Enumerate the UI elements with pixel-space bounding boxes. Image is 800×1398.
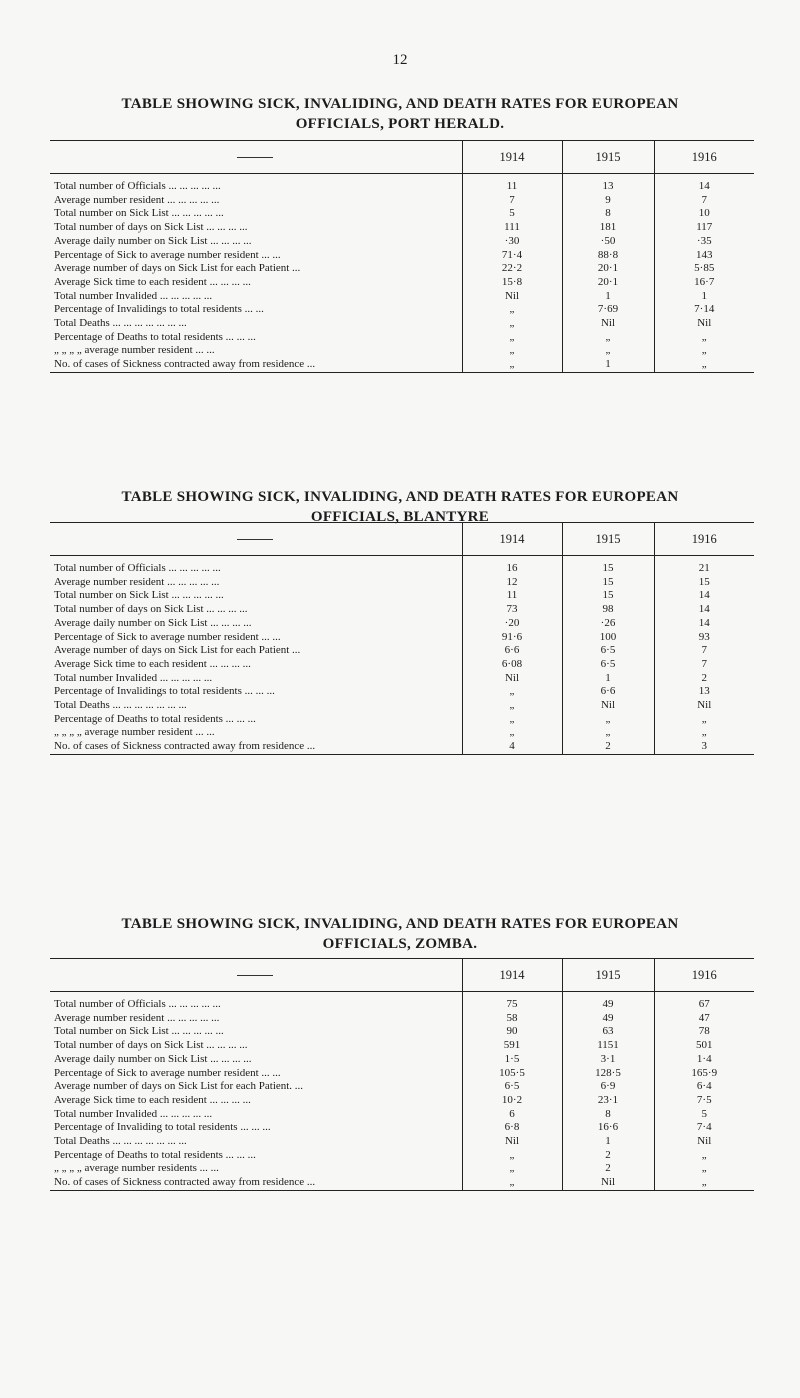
cell-value: 6 [462, 1108, 562, 1122]
table-row [50, 699, 754, 713]
table-row [50, 290, 754, 304]
row-label: Total number of Officials ... ... ... ... ... [54, 562, 221, 574]
cell-value: „ [462, 1176, 562, 1190]
cell-value: Nil [654, 699, 754, 713]
cell-value: 13 [654, 685, 754, 699]
header-blank [50, 141, 462, 174]
cell-value: 75 [462, 992, 562, 1012]
cell-value: 501 [654, 1039, 754, 1053]
cell-value: 1151 [562, 1039, 654, 1053]
cell-value: 7·5 [654, 1094, 754, 1108]
cell-value: 6·8 [462, 1121, 562, 1135]
cell-value: 591 [462, 1039, 562, 1053]
cell-value: 14 [654, 174, 754, 194]
cell-value: 7 [654, 644, 754, 658]
column-header: 1916 [654, 141, 754, 174]
cell-value: 5·85 [654, 262, 754, 276]
cell-value: 13 [562, 174, 654, 194]
cell-value: 1 [562, 1135, 654, 1149]
table-row [50, 303, 754, 317]
cell-value: 6·4 [654, 1080, 754, 1094]
table-row [50, 249, 754, 263]
cell-value: „ [654, 726, 754, 740]
cell-value: ·26 [562, 617, 654, 631]
table-row [50, 1149, 754, 1163]
cell-value: ·35 [654, 235, 754, 249]
cell-value: 49 [562, 992, 654, 1012]
cell-value: 3 [654, 740, 754, 754]
column-header: 1914 [462, 141, 562, 174]
cell-value: 4 [462, 740, 562, 754]
table-title-zomba [0, 914, 800, 954]
row-label: No. of cases of Sickness contracted away from residence ... [50, 740, 462, 754]
cell-value: 88·8 [562, 249, 654, 263]
row-label: Total number on Sick List ... ... ... ... ... [54, 1025, 224, 1038]
column-header: 1916 [654, 523, 754, 556]
cell-value: 6·6 [562, 685, 654, 699]
cell-value: 1 [562, 358, 654, 372]
cell-value: „ [462, 1149, 562, 1163]
title-line-2: OFFICIALS, BLANTYRE [310, 509, 490, 525]
table-row [50, 726, 754, 740]
table-row [50, 1162, 754, 1176]
cell-value: 23·1 [562, 1094, 654, 1108]
cell-value: 8 [562, 207, 654, 221]
header-blank [50, 959, 462, 992]
cell-value: 1 [562, 672, 654, 686]
column-header: 1915 [562, 523, 654, 556]
row-label: Average number resident ... ... ... ... ... [54, 1011, 220, 1024]
cell-value: 128·5 [562, 1067, 654, 1081]
cell-value: 7 [462, 194, 562, 208]
table-row [50, 672, 754, 686]
table-row [50, 658, 754, 672]
table-row [50, 317, 754, 331]
table-row [50, 344, 754, 358]
table-row [50, 556, 754, 576]
row-label: Total Deaths ... ... ... ... ... ... ... [54, 699, 187, 712]
cell-value: 5 [654, 1108, 754, 1122]
cell-value: 14 [654, 589, 754, 603]
row-label: No. of cases of Sickness contracted away from residence ... [50, 1176, 462, 1190]
cell-value: „ [654, 1176, 754, 1190]
cell-value: „ [562, 344, 654, 358]
row-label: Average Sick time to each resident ... ... ... ... [54, 657, 251, 670]
row-label: Total number Invalided ... ... ... ... ... [54, 671, 213, 684]
cell-value: 20·1 [562, 276, 654, 290]
cell-value: „ [462, 726, 562, 740]
row-label: Average daily number on Sick List ... ... ... ... [54, 616, 252, 629]
table-row [50, 207, 754, 221]
table-row [50, 194, 754, 208]
cell-value: „ [462, 303, 562, 317]
row-label: Average daily number on Sick List ... ... ... ... [54, 234, 252, 247]
row-label: „ „ „ „ average number residents ... ... [54, 1162, 219, 1175]
row-label: No. of cases of Sickness contracted away from residence ... [50, 358, 462, 372]
cell-value: 105·5 [462, 1067, 562, 1081]
row-label: Percentage of Deaths to total residents ... ... ... [54, 1148, 256, 1161]
page-number: 12 [392, 52, 408, 68]
row-label: Percentage of Invaliding to total residents ... ... ... [54, 1121, 271, 1134]
cell-value: „ [654, 1162, 754, 1176]
section-zomba [0, 914, 800, 954]
table-row [50, 174, 754, 194]
cell-value: 181 [562, 221, 654, 235]
table-row [50, 1053, 754, 1067]
table-row [50, 617, 754, 631]
title-line-1: TABLE SHOWING SICK, INVALIDING, AND DEATH RATES FOR EUROPEAN [121, 489, 679, 505]
cell-value: 6·5 [462, 1080, 562, 1094]
table-title-port-herald [0, 94, 800, 134]
table-blantyre [50, 522, 754, 755]
cell-value: „ [654, 358, 754, 372]
title-line-1: TABLE SHOWING SICK, INVALIDING, AND DEATH RATES FOR EUROPEAN [121, 916, 679, 932]
cell-value: 10 [654, 207, 754, 221]
cell-value: 15 [562, 556, 654, 576]
cell-value: 3·1 [562, 1053, 654, 1067]
cell-value: 6·9 [562, 1080, 654, 1094]
cell-value: 49 [562, 1012, 654, 1026]
cell-value: 2 [562, 1162, 654, 1176]
row-label: Percentage of Sick to average number resident ... ... [54, 630, 281, 643]
row-label: Total number Invalided ... ... ... ... ... [54, 289, 213, 302]
cell-value: 6·5 [562, 644, 654, 658]
cell-value: „ [462, 317, 562, 331]
cell-value: 20·1 [562, 262, 654, 276]
cell-value: Nil [654, 1135, 754, 1149]
table-row [50, 1121, 754, 1135]
table-row [50, 1025, 754, 1039]
row-label: Total number of days on Sick List ... ... ... ... [54, 221, 248, 234]
column-header: 1914 [462, 959, 562, 992]
column-header: 1916 [654, 959, 754, 992]
column-header: 1915 [562, 959, 654, 992]
cell-value: 78 [654, 1025, 754, 1039]
row-label: „ „ „ „ average number resident ... ... [54, 726, 215, 739]
cell-value: 1·5 [462, 1053, 562, 1067]
cell-value: 58 [462, 1012, 562, 1026]
cell-value: „ [654, 331, 754, 345]
table-row [50, 1176, 754, 1190]
cell-value: 100 [562, 631, 654, 645]
table-row [50, 1012, 754, 1026]
cell-value: „ [462, 699, 562, 713]
cell-value: 73 [462, 603, 562, 617]
cell-value: 2 [562, 1149, 654, 1163]
table-title-blantyre [0, 487, 800, 527]
cell-value: „ [654, 344, 754, 358]
table-row [50, 631, 754, 645]
cell-value: 47 [654, 1012, 754, 1026]
cell-value: 1·4 [654, 1053, 754, 1067]
table-row [50, 644, 754, 658]
cell-value: 165·9 [654, 1067, 754, 1081]
cell-value: 7 [654, 658, 754, 672]
table-row [50, 358, 754, 372]
row-label: Percentage of Deaths to total residents ... ... ... [54, 330, 256, 343]
cell-value: 6·6 [462, 644, 562, 658]
row-label: Total number on Sick List ... ... ... ... ... [54, 589, 224, 602]
cell-value: 90 [462, 1025, 562, 1039]
cell-value: 7 [654, 194, 754, 208]
table-row [50, 262, 754, 276]
row-label: Average Sick time to each resident ... ... ... ... [54, 1093, 251, 1106]
cell-value: 22·2 [462, 262, 562, 276]
cell-value: 11 [462, 174, 562, 194]
cell-value: 16 [462, 556, 562, 576]
cell-value: „ [462, 331, 562, 345]
cell-value: 11 [462, 589, 562, 603]
row-label: Total Deaths ... ... ... ... ... ... ... [54, 1135, 187, 1148]
cell-value: 71·4 [462, 249, 562, 263]
cell-value: 7·69 [562, 303, 654, 317]
cell-value: 91·6 [462, 631, 562, 645]
cell-value: 15 [562, 589, 654, 603]
cell-value: 14 [654, 603, 754, 617]
cell-value: 15 [562, 576, 654, 590]
row-label: Percentage of Deaths to total residents ... ... ... [54, 712, 256, 725]
cell-value: „ [462, 358, 562, 372]
cell-value: 15 [654, 576, 754, 590]
cell-value: 2 [654, 672, 754, 686]
section-port-herald [0, 94, 800, 134]
row-label: Average number of days on Sick List for each Patient. ... [54, 1080, 304, 1093]
cell-value: „ [562, 331, 654, 345]
table-row [50, 685, 754, 699]
title-line-2: OFFICIALS, ZOMBA. [322, 936, 478, 952]
table-row [50, 992, 754, 1012]
cell-value: 67 [654, 992, 754, 1012]
table-row [50, 1094, 754, 1108]
cell-value: 6·08 [462, 658, 562, 672]
table-port-herald [50, 140, 754, 373]
cell-value: Nil [562, 699, 654, 713]
cell-value: Nil [462, 290, 562, 304]
cell-value: „ [562, 713, 654, 727]
row-label: Average number resident ... ... ... ... ... [54, 193, 220, 206]
row-label: Percentage of Sick to average number resident ... ... [54, 248, 281, 261]
header-blank [50, 523, 462, 556]
table-row [50, 1108, 754, 1122]
table-row [50, 1080, 754, 1094]
row-label: Percentage of Invalidings to total residents ... ... ... [54, 685, 275, 698]
cell-value: „ [462, 344, 562, 358]
cell-value: 98 [562, 603, 654, 617]
row-label: Average Sick time to each resident ... ... ... ... [54, 275, 251, 288]
table-row [50, 1135, 754, 1149]
table-row [50, 713, 754, 727]
cell-value: 117 [654, 221, 754, 235]
cell-value: 111 [462, 221, 562, 235]
table-row [50, 740, 754, 754]
table-row [50, 221, 754, 235]
cell-value: Nil [562, 1176, 654, 1190]
table-zomba [50, 958, 754, 1191]
row-label: Total number of days on Sick List ... ... ... ... [54, 1039, 248, 1052]
cell-value: 12 [462, 576, 562, 590]
row-label: Total number on Sick List ... ... ... ... ... [54, 207, 224, 220]
cell-value: 93 [654, 631, 754, 645]
table-row [50, 235, 754, 249]
table-row [50, 1067, 754, 1081]
cell-value: 16·7 [654, 276, 754, 290]
row-label: Total number of days on Sick List ... ... ... ... [54, 603, 248, 616]
column-header: 1915 [562, 141, 654, 174]
cell-value: 21 [654, 556, 754, 576]
row-label: Average number of days on Sick List for each Patient ... [54, 262, 301, 275]
row-label: Average number of days on Sick List for each Patient ... [54, 644, 301, 657]
cell-value: ·20 [462, 617, 562, 631]
cell-value: 1 [562, 290, 654, 304]
cell-value: „ [654, 713, 754, 727]
cell-value: 10·2 [462, 1094, 562, 1108]
section-blantyre [0, 487, 800, 527]
row-label: Total number of Officials ... ... ... ... ... [54, 180, 221, 192]
row-label: Percentage of Sick to average number resident ... ... [54, 1066, 281, 1079]
row-label: Average number resident ... ... ... ... ... [54, 575, 220, 588]
table-row [50, 276, 754, 290]
row-label: „ „ „ „ average number resident ... ... [54, 344, 215, 357]
title-line-2: OFFICIALS, PORT HERALD. [295, 116, 505, 132]
table-row [50, 603, 754, 617]
table-row [50, 331, 754, 345]
cell-value: 2 [562, 740, 654, 754]
cell-value: „ [654, 1149, 754, 1163]
cell-value: 15·8 [462, 276, 562, 290]
cell-value: 8 [562, 1108, 654, 1122]
cell-value: ·30 [462, 235, 562, 249]
cell-value: 7·4 [654, 1121, 754, 1135]
table-row [50, 576, 754, 590]
cell-value: 6·5 [562, 658, 654, 672]
column-header: 1914 [462, 523, 562, 556]
cell-value: 5 [462, 207, 562, 221]
cell-value: Nil [562, 317, 654, 331]
cell-value: ·50 [562, 235, 654, 249]
title-line-1: TABLE SHOWING SICK, INVALIDING, AND DEATH RATES FOR EUROPEAN [121, 96, 679, 112]
cell-value: „ [462, 713, 562, 727]
cell-value: Nil [462, 1135, 562, 1149]
table-row [50, 589, 754, 603]
cell-value: „ [562, 726, 654, 740]
cell-value: 16·6 [562, 1121, 654, 1135]
table-row [50, 1039, 754, 1053]
cell-value: Nil [654, 317, 754, 331]
row-label: Total Deaths ... ... ... ... ... ... ... [54, 317, 187, 330]
cell-value: Nil [462, 672, 562, 686]
cell-value: „ [462, 685, 562, 699]
cell-value: „ [462, 1162, 562, 1176]
cell-value: 9 [562, 194, 654, 208]
row-label: Average daily number on Sick List ... ... ... ... [54, 1052, 252, 1065]
cell-value: 14 [654, 617, 754, 631]
row-label: Total number of Officials ... ... ... ... ... [54, 998, 221, 1010]
row-label: Total number Invalided ... ... ... ... ... [54, 1107, 213, 1120]
cell-value: 143 [654, 249, 754, 263]
row-label: Percentage of Invalidings to total residents ... ... [54, 303, 264, 316]
cell-value: 1 [654, 290, 754, 304]
cell-value: 63 [562, 1025, 654, 1039]
cell-value: 7·14 [654, 303, 754, 317]
